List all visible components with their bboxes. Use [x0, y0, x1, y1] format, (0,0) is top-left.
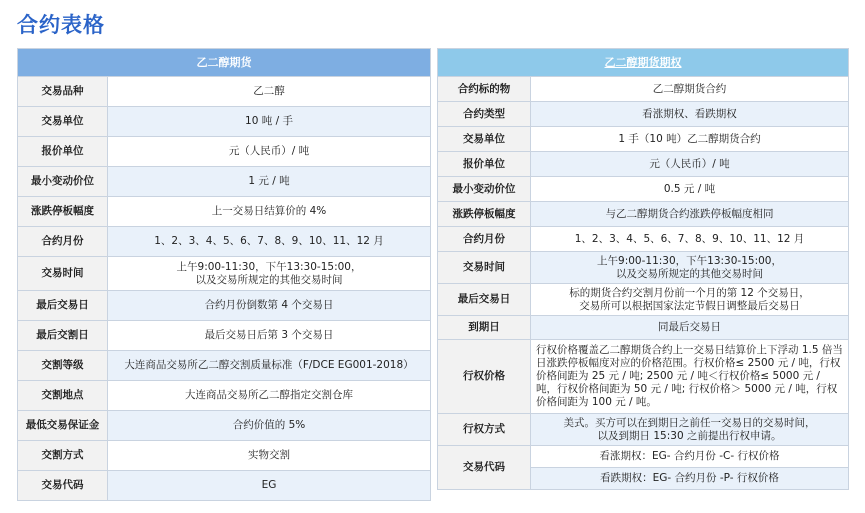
row-value: 大连商品交易所乙二醇交割质量标准（F/DCE EG001-2018）: [108, 351, 431, 381]
table-row: [18, 381, 431, 411]
futures-table-header: 乙二醇期货: [18, 49, 431, 77]
row-value: 元（人民币）/ 吨: [108, 137, 431, 167]
table-row: [18, 107, 431, 137]
value-line: 美式。买方可以在到期日之前任一交易日的交易时间，: [563, 416, 816, 429]
row-key: 交易代码: [438, 446, 531, 490]
row-key: 行权价格: [438, 340, 531, 414]
page-title: 合约表格: [17, 13, 105, 37]
row-value: 实物交割: [108, 441, 431, 471]
row-key: 交割等级: [18, 351, 108, 381]
row-value: 元（人民币）/ 吨: [531, 152, 849, 177]
row-value: 1 手（10 吨）乙二醇期货合约: [531, 127, 849, 152]
row-value: 大连商品交易所乙二醇指定交割仓库: [108, 381, 431, 411]
futures-contract-table: [17, 48, 431, 501]
row-key: 涨跌停板幅度: [18, 197, 108, 227]
row-key: 涨跌停板幅度: [438, 202, 531, 227]
table-row: [438, 202, 849, 227]
row-key: 合约月份: [438, 227, 531, 252]
row-value: 1、2、3、4、5、6、7、8、9、10、11、12 月: [531, 227, 849, 252]
row-key: 最后交易日: [438, 284, 531, 316]
row-value: 看涨期权：EG- 合约月份 -C- 行权价格: [531, 446, 849, 468]
row-key: 交易单位: [18, 107, 108, 137]
row-key: 交割地点: [18, 381, 108, 411]
row-value: 乙二醇期货合约: [531, 77, 849, 102]
row-value: [108, 257, 431, 291]
table-row: [18, 257, 431, 291]
row-key: 最小变动价位: [18, 167, 108, 197]
row-value: [531, 252, 849, 284]
value-line: 上午9:00-11:30，下午13:30-15:00，: [597, 254, 782, 267]
row-key: 最后交易日: [18, 291, 108, 321]
table-row: [18, 137, 431, 167]
value-line: 交易所可以根据国家法定节假日调整最后交易日: [579, 299, 800, 312]
table-row: [438, 77, 849, 102]
options-contract-table: [437, 48, 849, 490]
row-value: [531, 414, 849, 446]
value-line: 标的期货合约交割月份前一个月的第 12 个交易日，: [569, 286, 810, 299]
row-value: 上一交易日结算价的 4%: [108, 197, 431, 227]
value-line: 以及交易所规定的其他交易时间: [195, 273, 343, 286]
row-key: 报价单位: [438, 152, 531, 177]
table-row: [438, 284, 849, 316]
table-row: [438, 127, 849, 152]
value-line: 以及交易所规定的其他交易时间: [616, 267, 763, 280]
row-key: 交易品种: [18, 77, 108, 107]
row-value: 合约价值的 5%: [108, 411, 431, 441]
row-key: 报价单位: [18, 137, 108, 167]
row-key: 交易单位: [438, 127, 531, 152]
table-row: [18, 227, 431, 257]
table-row: [438, 446, 849, 468]
row-key: 交割方式: [18, 441, 108, 471]
row-key: 交易代码: [18, 471, 108, 501]
row-value: 同最后交易日: [531, 316, 849, 340]
row-value: 与乙二醇期货合约涨跌停板幅度相同: [531, 202, 849, 227]
row-key: 最后交割日: [18, 321, 108, 351]
table-row: [438, 414, 849, 446]
table-row: [18, 471, 431, 501]
row-key: 行权方式: [438, 414, 531, 446]
table-row: [438, 227, 849, 252]
row-key: 交易时间: [18, 257, 108, 291]
row-key: 到期日: [438, 316, 531, 340]
row-value: 0.5 元 / 吨: [531, 177, 849, 202]
table-row: [18, 411, 431, 441]
table-row: [438, 252, 849, 284]
row-key: 合约类型: [438, 102, 531, 127]
table-row: [18, 441, 431, 471]
row-key: 最低交易保证金: [18, 411, 108, 441]
row-value: 10 吨 / 手: [108, 107, 431, 137]
value-line: 上午9:00-11:30，下午13:30-15:00，: [176, 260, 362, 273]
row-value: 乙二醇: [108, 77, 431, 107]
row-value: 1 元 / 吨: [108, 167, 431, 197]
row-value: 看跌期权：EG- 合约月份 -P- 行权价格: [531, 468, 849, 490]
table-row: [438, 102, 849, 127]
row-value: 看涨期权、看跌期权: [531, 102, 849, 127]
table-row: [18, 321, 431, 351]
value-line: 以及到期日 15:30 之前提出行权申请。: [597, 429, 782, 442]
table-row: [438, 177, 849, 202]
row-value: 行权价格覆盖乙二醇期货合约上一交易日结算价上下浮动 1.5 倍当日涨跌停板幅度对应的价格范围。行权价格≤ 2500 元 / 吨，行权价格间距为 25 元 / 吨; 2500 元 / 吨＜行权价格≤ 5000 元 / 吨，行权价格间距为 50 元 / 吨; 行权价格＞ 5000 元 / 吨，行权价格间距为 100 元 / 吨。: [531, 340, 849, 414]
row-value: 最后交易日后第 3 个交易日: [108, 321, 431, 351]
row-key: 交易时间: [438, 252, 531, 284]
row-key: 最小变动价位: [438, 177, 531, 202]
table-row: [18, 167, 431, 197]
table-row: [18, 197, 431, 227]
table-row: [18, 77, 431, 107]
table-row: [438, 340, 849, 414]
table-row: [18, 351, 431, 381]
row-key: 合约月份: [18, 227, 108, 257]
row-key: 合约标的物: [438, 77, 531, 102]
table-row: [438, 152, 849, 177]
table-row: [438, 316, 849, 340]
options-table-header: [438, 49, 849, 77]
row-value: 1、2、3、4、5、6、7、8、9、10、11、12 月: [108, 227, 431, 257]
options-table-header-text: 乙二醇期货期权: [604, 56, 682, 69]
table-row: [18, 291, 431, 321]
row-value: [531, 284, 849, 316]
row-value: 合约月份倒数第 4 个交易日: [108, 291, 431, 321]
row-value: EG: [108, 471, 431, 501]
